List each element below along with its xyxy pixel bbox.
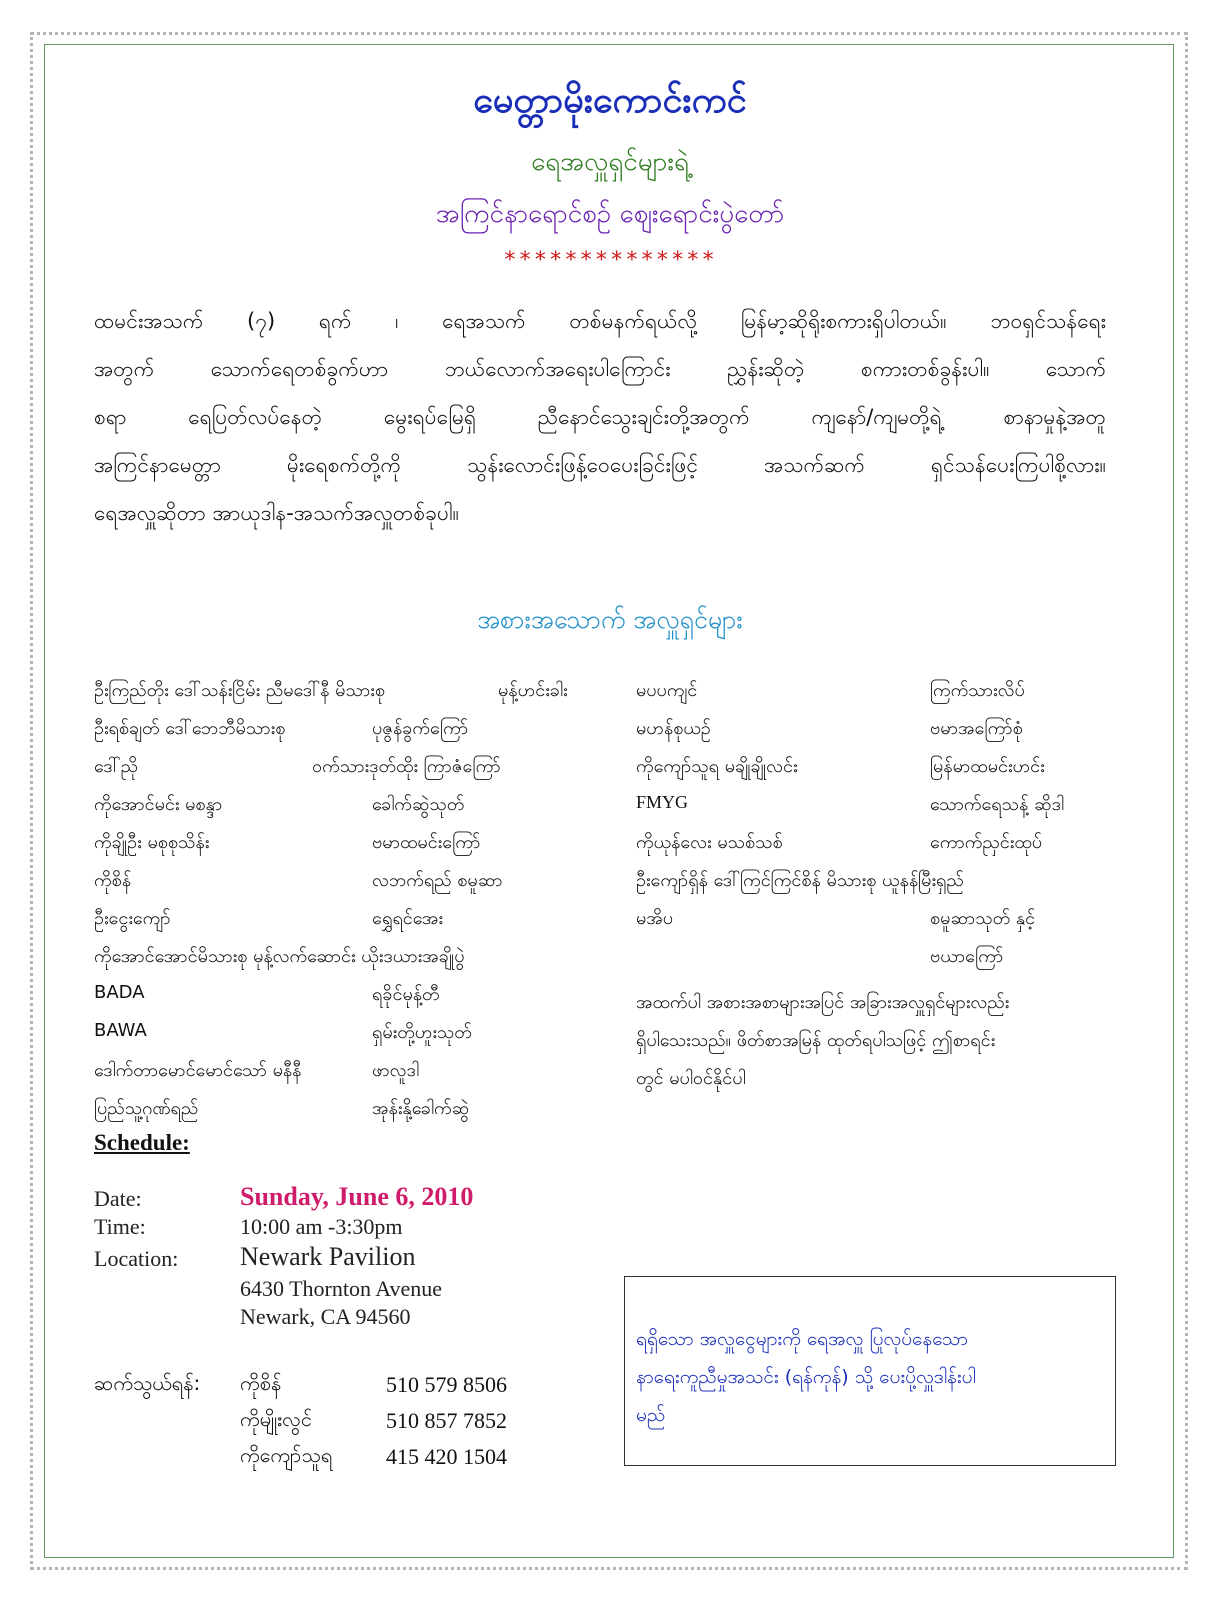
donor-name: ဦးငွေးကျော် — [94, 908, 171, 929]
donor-item: ဝက်သားဒုတ်ထိုး ကြာဇံကြော် — [312, 756, 501, 777]
note-line: အထက်ပါ အစားအစာများအပြင် အခြားအလှူရှင်များလည်း — [636, 992, 1010, 1013]
contact-phone[interactable]: 510 579 8506 — [386, 1372, 507, 1397]
address-line2: Newark, CA 94560 — [240, 1304, 411, 1329]
donor-name: ကိုအောင်အောင်မိသားစု မုန့်လက်ဆောင်း ယိုးဒယားအချိုပွဲ — [94, 946, 465, 967]
donor-item: ဖာလူဒါ — [372, 1060, 420, 1081]
donation-line: ရရှိသော အလှူငွေများကို ရေအလှူ ပြုလုပ်နေသော — [636, 1328, 968, 1350]
donor-name: BAWA — [94, 1020, 147, 1041]
location-label: Location: — [94, 1246, 179, 1271]
contact-phone[interactable]: 510 857 7852 — [386, 1408, 507, 1433]
star-divider: ************** — [503, 248, 717, 273]
intro-line: ထမင်းအသက် (၇) ရက် ၊ ရေအသက် တစ်မနက်ရယ်လို့ မြန်မာ့ဆိုရိုးစကားရှိပါတယ်။ ဘ၀ရှင်သန်ရေး — [94, 309, 1106, 333]
time-label: Time: — [94, 1214, 146, 1239]
donor-name: ဦးကြည်တိုး ဒေါ်သန်းငြိမ်း ညီမဒေါ်နီ မိသားစု — [94, 680, 385, 701]
contact-phone[interactable]: 415 420 1504 — [386, 1444, 507, 1469]
donor-name: ကိုအောင်မင်း မစန္ဒာ — [94, 794, 223, 815]
donor-name: ဒေါ်ညို — [94, 756, 138, 777]
donor-item: ရွှေရင်အေး — [372, 908, 443, 929]
other-donors-note — [636, 984, 1106, 1098]
time-value: 10:00 am -3:30pm — [240, 1214, 403, 1239]
donor-item: လဘက်ရည် စမူဆာ — [372, 870, 503, 891]
contact-name: ကိုစိန် — [240, 1371, 282, 1395]
donor-item: ဗမာအကြော်စုံ — [930, 718, 1023, 739]
donor-item: ရခိုင်မုန့်တီ — [372, 984, 440, 1005]
contact-label: ဆက်သွယ်ရန်: — [94, 1371, 201, 1395]
contact-name: ကိုမျိုးလွင် — [240, 1407, 312, 1431]
donor-name: ပြည်သူ့ဂုဏ်ရည် — [94, 1098, 199, 1119]
donor-name: ကိုစိန် — [94, 870, 132, 891]
donor-name: ကိုယုန်လေး မသစ်သစ် — [636, 832, 783, 853]
donor-name: မအိပ — [636, 908, 674, 929]
donor-name: ကိုကျော်သူရ မချိုချိုလင်း — [636, 756, 798, 777]
donor-item: ပုဇွန်ခွက်ကြော် — [372, 718, 469, 739]
donor-item: ဗယာကြော် — [930, 946, 1004, 967]
date-label: Date: — [94, 1186, 142, 1211]
donor-item: ရှမ်းတို့ဟူးသုတ် — [372, 1022, 472, 1043]
donor-item: အုန်းနို့ခေါက်ဆွဲ — [372, 1098, 470, 1119]
donor-name: မပပကျင် — [636, 680, 698, 701]
food-donors-heading: အစားအသောက် အလှူရှင်များ — [477, 605, 743, 634]
donor-name: FMYG — [636, 792, 689, 812]
donor-name: ဒေါက်တာမောင်မောင်သော် မနီနီ — [94, 1060, 302, 1081]
donor-name: ကိုချိုဦး မစုစုသိန်း — [94, 832, 210, 853]
donation-line: မည် — [636, 1404, 666, 1426]
event-title: အကြင်နာရောင်စဉ် ဈေးရောင်းပွဲတော် — [435, 199, 785, 229]
donor-name: မဟန်စုယဉ် — [636, 718, 711, 739]
donor-item: ခေါက်ဆွဲသုတ် — [372, 794, 465, 815]
date-value: Sunday, June 6, 2010 — [240, 1182, 474, 1211]
address-line1: 6430 Thornton Avenue — [240, 1276, 443, 1301]
donor-item: ကြက်သားလိပ် — [930, 680, 1025, 701]
intro-line: ရေအလှူဆိုတာ အာယုဒါန-အသက်အလှူတစ်ခုပါ။ — [94, 501, 459, 525]
donor-item: စမူဆာသုတ် နှင့် — [930, 908, 1036, 929]
intro-line: စရာ ရေပြတ်လပ်နေတဲ့ မွေးရပ်မြေရှိ ညီနောင်သွေးချင်းတို့အတွက် ကျနော်/ကျမတို့ရဲ့ စာနာမှုနဲ့အတူ — [94, 405, 1106, 429]
donation-note — [636, 1320, 1104, 1434]
schedule-heading: Schedule: — [94, 1130, 190, 1155]
donor-item: မြန်မာထမင်းဟင်း — [930, 756, 1045, 777]
intro-paragraph — [94, 297, 1106, 537]
donation-line: နာရေးကူညီမှုအသင်း (ရန်ကုန်) သို့ ပေးပို့လှူဒါန်းပါ — [636, 1366, 976, 1388]
intro-line: အတွက် သောက်ရေတစ်ခွက်ဟာ ဘယ်လောက်အရေးပါကြောင်း ညွှန်းဆိုတဲ့ စကားတစ်ခွန်းပါ။ သောက် — [94, 357, 1106, 381]
donor-item: ကောက်ညှင်းထုပ် — [930, 832, 1043, 853]
donor-item: သောက်ရေသန့် ဆိုဒါ — [930, 794, 1064, 815]
donor-item: မုန့်ဟင်းခါး — [498, 680, 568, 701]
location-name: Newark Pavilion — [240, 1242, 416, 1271]
page-title: မေတ္တာမိုးကောင်းကင် — [473, 80, 747, 121]
donor-item: ဗမာထမင်းကြော် — [372, 832, 481, 853]
donor-name: BADA — [94, 982, 145, 1003]
note-line: ရှိပါသေးသည်။ ဖိတ်စာအမြန် ထုတ်ရပါသဖြင့် ဤစာရင်း — [636, 1030, 996, 1051]
donor-name: ဦးရစ်ချတ် ဒေါ်ဘေဘီမိသားစု — [94, 718, 286, 739]
contact-name: ကိုကျော်သူရ — [240, 1443, 333, 1467]
note-line: တွင် မပါဝင်နိုင်ပါ — [636, 1068, 746, 1089]
page-subtitle: ရေအလှူရှင်များရဲ့ — [531, 147, 689, 177]
intro-line: အကြင်နာမေတ္တာ မိုးရေစက်တို့ကို သွန်းလောင်းဖြန့်ဝေပေးခြင်းဖြင့် အသက်ဆက် ရှင်သန်ပေးကြပါစို့လား။ — [94, 453, 1106, 477]
donor-name: ဦးကျော်ရှိန် ဒေါ်ကြင်ကြင်စိန် မိသားစု ယူနန်မြီးရှည် — [636, 870, 964, 891]
